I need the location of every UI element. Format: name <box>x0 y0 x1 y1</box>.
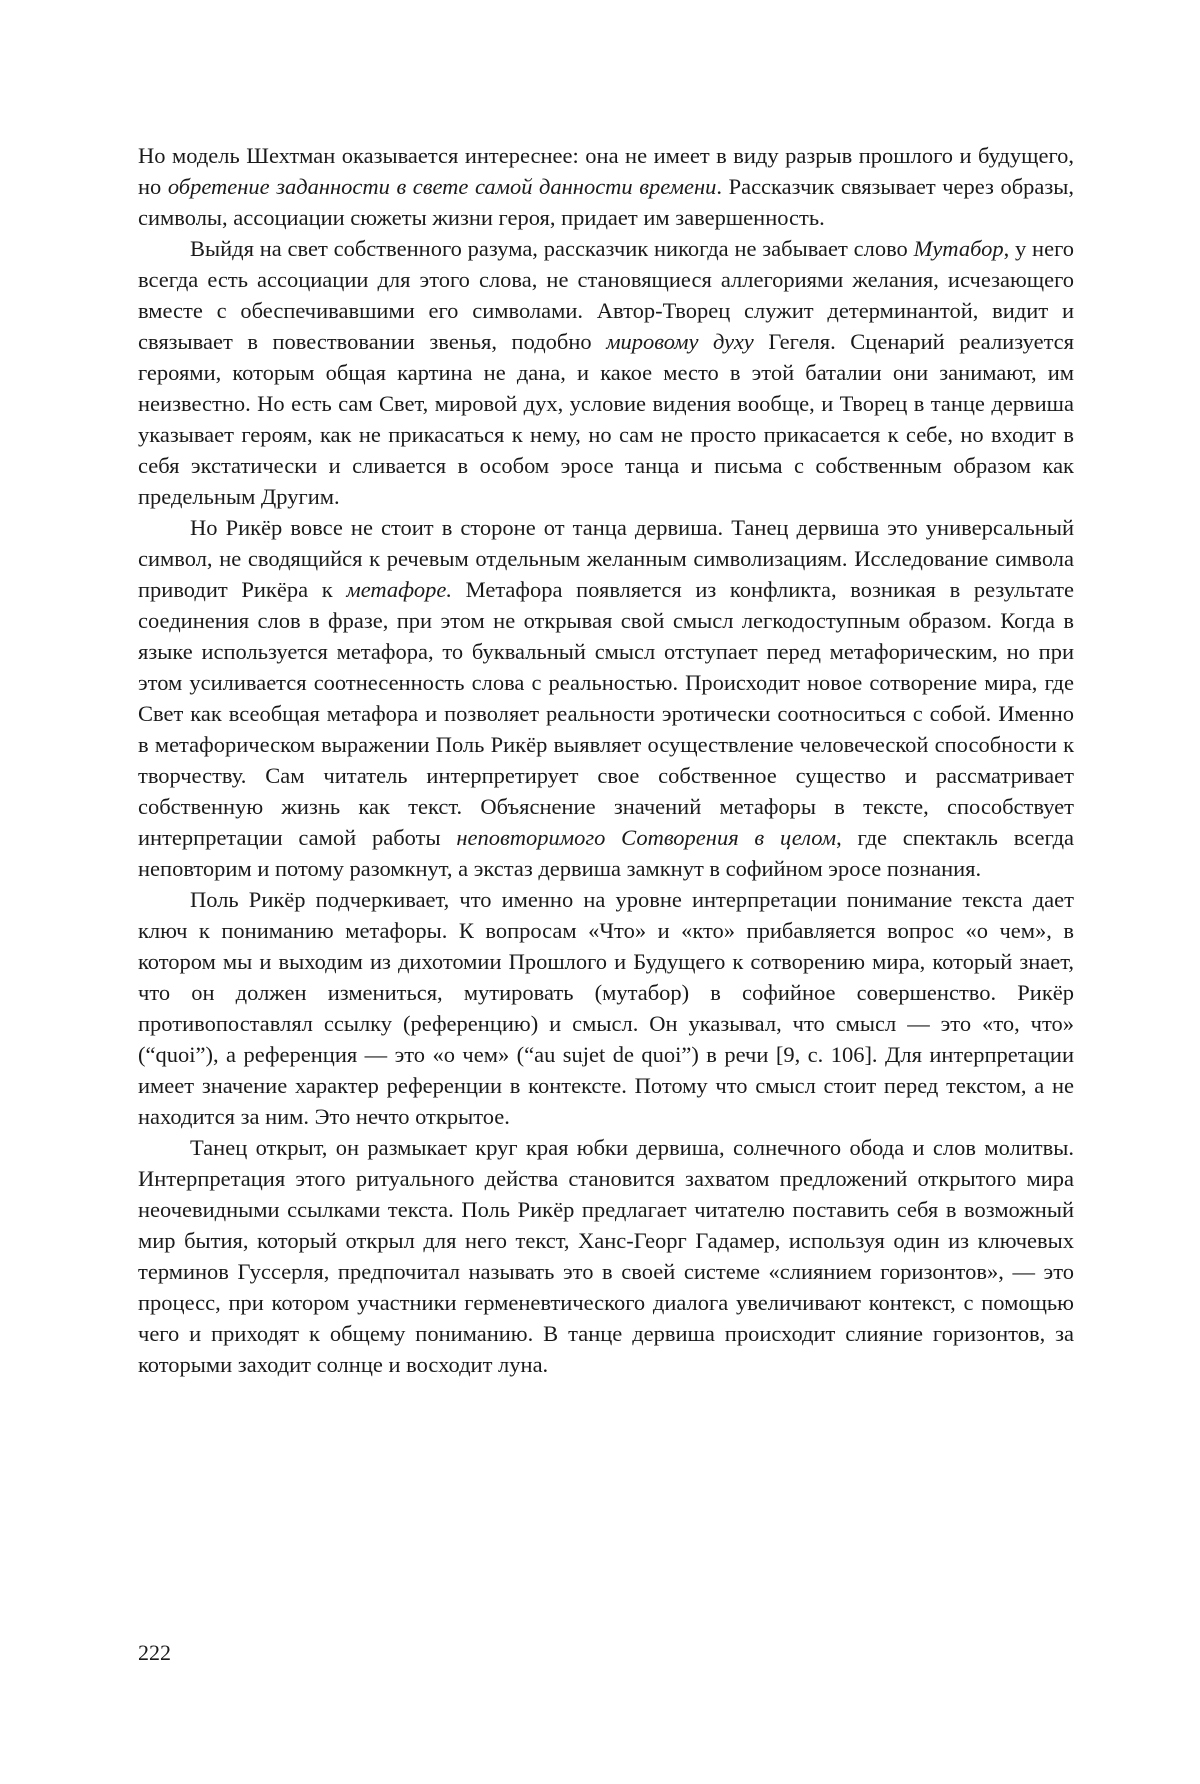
paragraph-1 <box>138 140 1074 233</box>
paragraph-3-text-2: Метафора по­является из конфликта, возникая в результате соединения слов в фразе, при этом не открывая свой смысл легкодоступным образом. Когда в языке используется метафора, то буквальный смысл отступает перед метафорическим, но при этом усиливается соотнесенность слова с реальностью. Происходит новое сотворение мира, где Свет как всеобщая метафора и позволяет реальности эротически соот­носиться с собой. Именно в метафорическом выражении Поль Рикёр выявляет осуществление человеческой способности к творчеству. Сам читатель интерпре­тирует свое собственное существо и рассматривает собственную жизнь как текст. Объяснение значений метафоры в тексте, способствует интерпретации самой работы <box>138 577 1074 850</box>
paragraph-3-italic-2: неповторимого Сотворения в целом <box>456 825 836 850</box>
paragraph-5-text-1: Танец открыт, он размыкает круг края юбки дервиша, солнечного обода и слов молитвы. Интерпретация этого ритуального действа становится захватом предложений открытого мира неочевидными ссылками текста. Поль Рикёр предлагает читателю поставить себя в возможный мир бытия, который открыл для него текст, Ханс-Георг Гадамер, используя один из ключевых терминов Гуссерля, предпочитал называть это в своей системе «слиянием горизонтов», — это процесс, при котором участники герменевтического диалога увеличивают контекст, с помощью чего и приходят к общему пониманию. В танце дервиша происходит слияние горизонтов, за которыми заходит солнце и восходит луна. <box>138 1135 1074 1377</box>
paragraph-1-text-1: Но модель Шехтман оказывается интереснее: она не имеет в виду разрыв про­шлого и будущего, но <box>138 143 1074 199</box>
paragraph-3-text-3: , где спектакль всегда неповторим и потому разомкнут, а экстаз дервиша замкнут в софийном эросе познания. <box>138 825 1074 881</box>
paragraph-2-text-3: Гегеля. Сценарий реализуется героями, кото­рым общая картина не дана, и какое место в этой баталии они занимают, им неизвестно. Но есть сам Свет, мировой дух, условие видения вообще, и Творец в танце дервиша указывает героям, как не прикасаться к нему, но сам не просто прикасается к себе, но входит в себя экстатически и сливается в особом эросе танца и письма с собственным образом как предельным Другим. <box>138 329 1074 509</box>
paragraph-2-italic-1: Мутабор <box>914 236 1004 261</box>
paragraph-3 <box>138 512 1074 884</box>
page-body <box>138 140 1074 1380</box>
paragraph-2 <box>138 233 1074 512</box>
paragraph-4 <box>138 884 1074 1132</box>
paragraph-5 <box>138 1132 1074 1380</box>
paragraph-1-italic-1: обретение заданности в свете самой данности времени <box>168 174 717 199</box>
paragraph-4-text-1: Поль Рикёр подчеркивает, что именно на уровне интерпретации понима­ние текста дает ключ к пониманию метафоры. К вопросам «Что» и «кто» при­бавляется вопрос «о чем», в котором мы и выходим из дихотомии Прошлого и Будущего к сотворению мира, который знает, что он должен измениться, мутировать (мутабор) в софийное совершенство. Рикёр противопоставлял ссылку (референцию) и смысл. Он указывал, что смысл — это «то, что» (“quoi”), а референция — это «о чем» (“au sujet de quoi”) в речи [9, с. 106]. Для интерпре­тации имеет значение характер референции в контексте. Потому что смысл стоит перед текстом, а не находится за ним. Это нечто открытое. <box>138 887 1074 1129</box>
paragraph-2-text-2: , у него всегда есть ассоциации для этого слова, не становящиеся ал­легориями желания, исчезающего вместе с обеспечивавшими его символами. Автор-Творец служит детерминантой, видит и связывает в повествовании звенья, подобно <box>138 236 1074 354</box>
paragraph-3-text-1: Но Рикёр вовсе не стоит в стороне от танца дервиша. Танец дервиша это универсальный символ, не сводящийся к речевым отдельным желанным симво­лизациям. Исследование символа приводит Рикёра к <box>138 515 1074 602</box>
page-number: 222 <box>138 1640 171 1666</box>
paragraph-3-italic-1: метафоре. <box>346 577 452 602</box>
paragraph-2-italic-2: мировому духу <box>606 329 754 354</box>
paragraph-1-text-2: . Рассказчик связывает через образы, символы, ассоциации сюжеты жизни героя, придает им завершенность. <box>138 174 1074 230</box>
paragraph-2-text-1: Выйдя на свет собственного разума, рассказчик никогда не забывает слово <box>190 236 914 261</box>
